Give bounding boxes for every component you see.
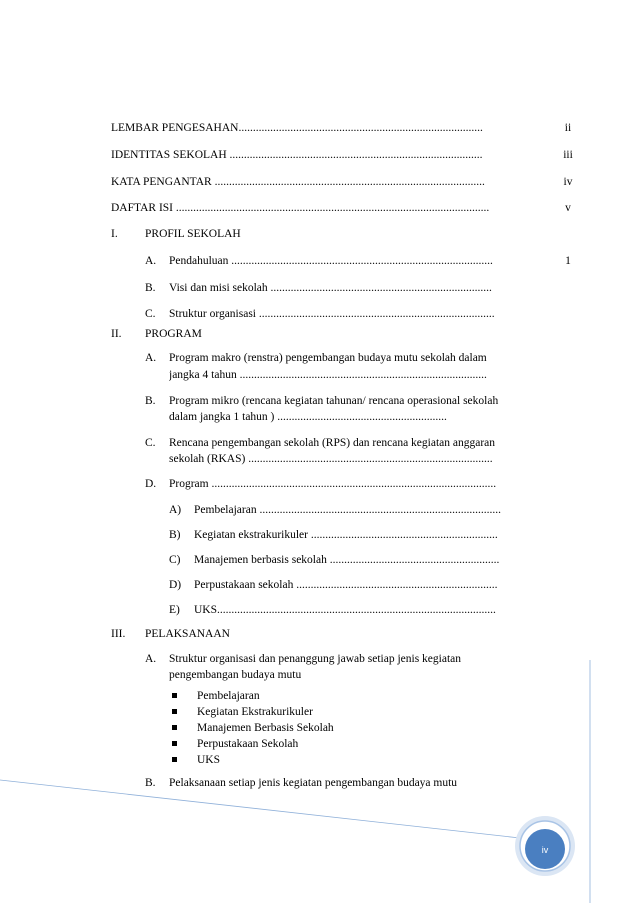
chapter-3-item-b-letter: B.	[145, 777, 156, 789]
program-sub-a[interactable]: Pembelajaran ....................................................................................	[194, 504, 501, 516]
program-sub-b[interactable]: Kegiatan ekstrakurikuler .................................................................	[194, 529, 498, 541]
chapter-1-title[interactable]: PROFIL SEKOLAH	[145, 228, 241, 240]
chapter-2-item-a-line1[interactable]: Program makro (renstra) pengembangan budaya mutu sekolah dalam	[169, 352, 487, 364]
chapter-2-item-b-line1[interactable]: Program mikro (rencana kegiatan tahunan/ rencana operasional sekolah	[169, 395, 499, 407]
chapter-3-title[interactable]: PELAKSANAAN	[145, 628, 230, 640]
chapter-2-numeral: II.	[111, 328, 122, 340]
toc-entry-identitas-sekolah[interactable]: IDENTITAS SEKOLAH ........................................................................................	[111, 149, 483, 161]
toc-page-daftar-isi: v	[565, 202, 571, 214]
chapter-2-item-b-line2[interactable]: dalam jangka 1 tahun ) ...........................................................	[169, 411, 447, 423]
toc-page-identitas-sekolah: iii	[563, 149, 573, 161]
program-sub-a-mark: A)	[169, 504, 182, 516]
chapter-2-item-c-line1[interactable]: Rencana pengembangan sekolah (RPS) dan rencana kegiatan anggaran	[169, 437, 496, 449]
bullet-item-perpustakaan[interactable]: Perpustakaan Sekolah	[197, 738, 299, 750]
chapter-1-item-c[interactable]: Struktur organisasi ..................................................................................	[169, 308, 495, 320]
program-sub-d[interactable]: Perpustakaan sekolah ......................................................................	[194, 579, 498, 591]
chapter-2-item-c-letter: C.	[145, 437, 156, 449]
chapter-3-item-a-letter: A.	[145, 653, 157, 665]
bullet-item-uks[interactable]: UKS	[197, 754, 221, 766]
program-sub-b-mark: B)	[169, 529, 181, 541]
bullet-square-icon	[172, 725, 177, 730]
chapter-1-item-a[interactable]: Pendahuluan ...........................................................................................	[169, 255, 493, 267]
bullet-square-icon	[172, 757, 177, 762]
chapter-1-item-a-page: 1	[565, 255, 571, 267]
chapter-3-numeral: III.	[111, 628, 126, 640]
chapter-2-item-d[interactable]: Program ...................................................................................................	[169, 478, 497, 490]
chapter-1-item-a-letter: A.	[145, 255, 157, 267]
chapter-2-item-a-line2[interactable]: jangka 4 tahun ......................................................................................	[169, 369, 487, 381]
bullet-square-icon	[172, 709, 177, 714]
toc-entry-kata-pengantar[interactable]: KATA PENGANTAR ..............................................................................................	[111, 176, 485, 188]
chapter-2-item-c-line2[interactable]: sekolah (RKAS) .....................................................................................	[169, 453, 493, 465]
toc-entry-daftar-isi[interactable]: DAFTAR ISI .............................................................................................................	[111, 202, 490, 214]
bullet-item-pembelajaran[interactable]: Pembelajaran	[197, 690, 260, 702]
toc-page-kata-pengantar: iv	[563, 176, 573, 188]
chapter-1-item-b[interactable]: Visi dan misi sekolah .............................................................................	[169, 282, 492, 294]
chapter-2-title[interactable]: PROGRAM	[145, 328, 202, 340]
chapter-3-item-a-line2[interactable]: pengembangan budaya mutu	[169, 669, 302, 681]
toc-entry-lembar-pengesahan[interactable]: LEMBAR PENGESAHAN.....................................................................................	[111, 122, 483, 134]
program-sub-d-mark: D)	[169, 579, 182, 591]
chapter-3-item-b[interactable]: Pelaksanaan setiap jenis kegiatan pengembangan budaya mutu	[169, 777, 458, 789]
program-sub-e[interactable]: UKS.................................................................................................	[194, 604, 496, 616]
toc-page-lembar-pengesahan: ii	[564, 122, 572, 134]
chapter-2-item-a-letter: A.	[145, 352, 157, 364]
chapter-3-item-a-line1[interactable]: Struktur organisasi dan penanggung jawab setiap jenis kegiatan	[169, 653, 462, 665]
footer-page-number: iv	[541, 845, 549, 855]
chapter-1-item-c-letter: C.	[145, 308, 156, 320]
chapter-1-item-b-letter: B.	[145, 282, 156, 294]
chapter-2-item-d-letter: D.	[145, 478, 157, 490]
bullet-item-ekstrakurikuler[interactable]: Kegiatan Ekstrakurikuler	[197, 706, 313, 718]
bullet-square-icon	[172, 741, 177, 746]
bullet-item-manajemen[interactable]: Manajemen Berbasis Sekolah	[197, 722, 334, 734]
chapter-1-numeral: I.	[111, 228, 118, 240]
bullet-square-icon	[172, 693, 177, 698]
program-sub-e-mark: E)	[169, 604, 180, 616]
program-sub-c-mark: C)	[169, 554, 181, 566]
chapter-2-item-b-letter: B.	[145, 395, 156, 407]
program-sub-c[interactable]: Manajemen berbasis sekolah ...........................................................	[194, 554, 500, 566]
